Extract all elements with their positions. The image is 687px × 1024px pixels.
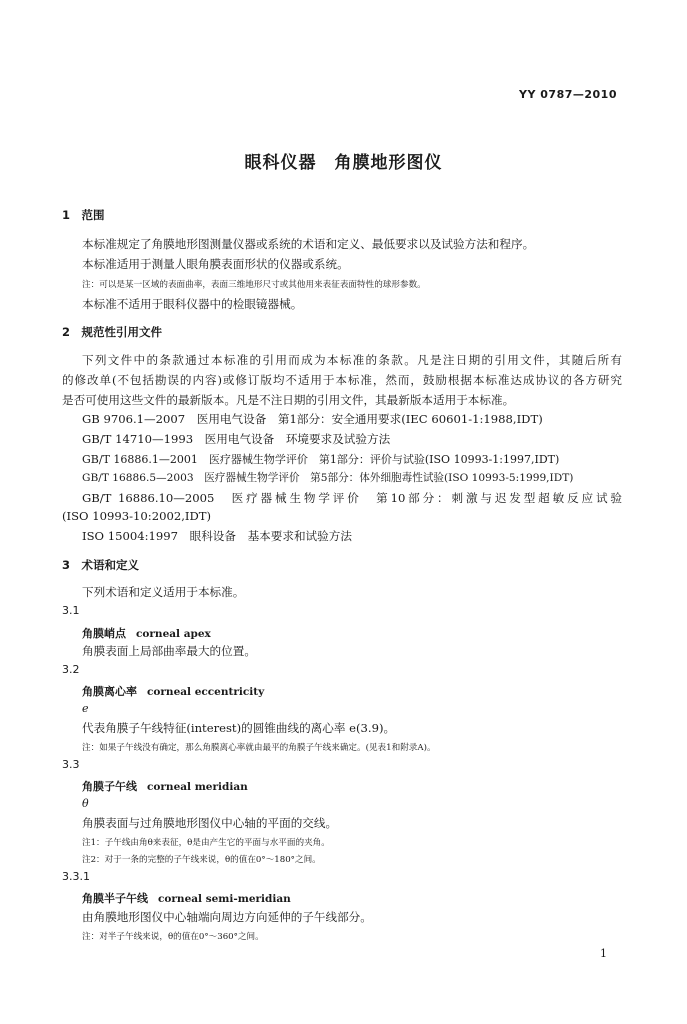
term-chinese: 角膜离心率 bbox=[82, 685, 137, 698]
term-heading bbox=[82, 625, 211, 641]
section-2-intro-line-1: 下列文件中的条款通过本标准的引用而成为本标准的条款。凡是注日期的引用文件，其随后所有 bbox=[82, 353, 622, 367]
section-1-heading: 1 范围 bbox=[62, 208, 105, 222]
term-definition: 角膜表面与过角膜地形图仪中心轴的平面的交线。 bbox=[82, 816, 338, 830]
reference-item: GB/T 16886.1—2001 医疗器械生物学评价 第1部分：评价与试验(ISO 10993-1:1997,IDT) bbox=[82, 453, 560, 466]
term-english: corneal semi-meridian bbox=[158, 893, 291, 905]
section-1-paragraph-1: 本标准规定了角膜地形图测量仪器或系统的术语和定义、最低要求以及试验方法和程序。 bbox=[82, 237, 535, 251]
term-heading bbox=[82, 683, 264, 699]
term-note: 注2：对于一条的完整的子午线来说，θ的值在0°～180°之间。 bbox=[82, 855, 321, 865]
term-symbol: θ bbox=[82, 797, 89, 810]
term-definition: 角膜表面上局部曲率最大的位置。 bbox=[82, 644, 256, 658]
reference-item: ISO 15004:1997 眼科设备 基本要求和试验方法 bbox=[82, 529, 352, 543]
reference-item: GB/T 14710—1993 医用电气设备 环境要求及试验方法 bbox=[82, 432, 391, 446]
term-definition: 由角膜地形图仪中心轴端向周边方向延伸的子午线部分。 bbox=[82, 910, 372, 924]
section-1-paragraph-3: 本标准不适用于眼科仪器中的检眼镜器械。 bbox=[82, 297, 303, 311]
term-definition: 代表角膜子午线特征(interest)的圆锥曲线的离心率 e(3.9)。 bbox=[82, 721, 396, 735]
reference-item-continued: (ISO 10993-10:2002,IDT) bbox=[62, 509, 212, 523]
term-english: corneal apex bbox=[136, 628, 211, 640]
clause-number: 3.1 bbox=[62, 604, 80, 617]
term-english: corneal eccentricity bbox=[147, 686, 265, 698]
page-number: 1 bbox=[600, 947, 607, 960]
term-note: 注1：子午线由角θ来表征，θ是由产生它的平面与水平面的夹角。 bbox=[82, 838, 330, 848]
term-chinese: 角膜子午线 bbox=[82, 780, 137, 793]
term-chinese: 角膜半子午线 bbox=[82, 892, 148, 905]
reference-item: GB/T 16886.10—2005 医疗器械生物学评价 第10部分：刺激与迟发型超敏反应试验 bbox=[82, 491, 622, 505]
reference-item: GB 9706.1—2007 医用电气设备 第1部分：安全通用要求(IEC 60601-1:1988,IDT) bbox=[82, 412, 543, 426]
clause-number: 3.3.1 bbox=[62, 870, 90, 883]
reference-item: GB/T 16886.5—2003 医疗器械生物学评价 第5部分：体外细胞毒性试验(ISO 10993-5:1999,IDT) bbox=[82, 472, 574, 484]
term-chinese: 角膜峭点 bbox=[82, 627, 126, 640]
term-note: 注：如果子午线没有确定，那么角膜离心率就由最平的角膜子午线来确定。(见表1和附录A)。 bbox=[82, 743, 436, 753]
term-symbol: e bbox=[82, 702, 89, 715]
term-note: 注：对半子午线来说，θ的值在0°～360°之间。 bbox=[82, 932, 264, 942]
section-2-intro-line-3: 是否可使用这些文件的最新版本。凡是不注日期的引用文件，其最新版本适用于本标准。 bbox=[62, 393, 515, 407]
clause-number: 3.3 bbox=[62, 758, 80, 771]
section-1-note: 注：可以是某一区域的表面曲率，表面三维地形尺寸或其他用来表征表面特性的球形参数。 bbox=[82, 280, 426, 290]
page-title: 眼科仪器 角膜地形图仪 bbox=[244, 153, 443, 173]
section-3-intro: 下列术语和定义适用于本标准。 bbox=[82, 585, 245, 599]
clause-number: 3.2 bbox=[62, 663, 80, 676]
term-heading bbox=[82, 890, 291, 906]
term-heading bbox=[82, 778, 248, 794]
standard-code: YY 0787—2010 bbox=[519, 88, 617, 101]
term-english: corneal meridian bbox=[147, 781, 248, 793]
section-3-heading: 3 术语和定义 bbox=[62, 558, 140, 572]
section-2-intro-line-2: 的修改单(不包括勘误的内容)或修订版均不适用于本标准，然而，鼓励根据本标准达成协议的各方研究 bbox=[62, 373, 622, 387]
section-2-heading: 2 规范性引用文件 bbox=[62, 325, 163, 339]
section-1-paragraph-2: 本标准适用于测量人眼角膜表面形状的仪器或系统。 bbox=[82, 257, 349, 271]
